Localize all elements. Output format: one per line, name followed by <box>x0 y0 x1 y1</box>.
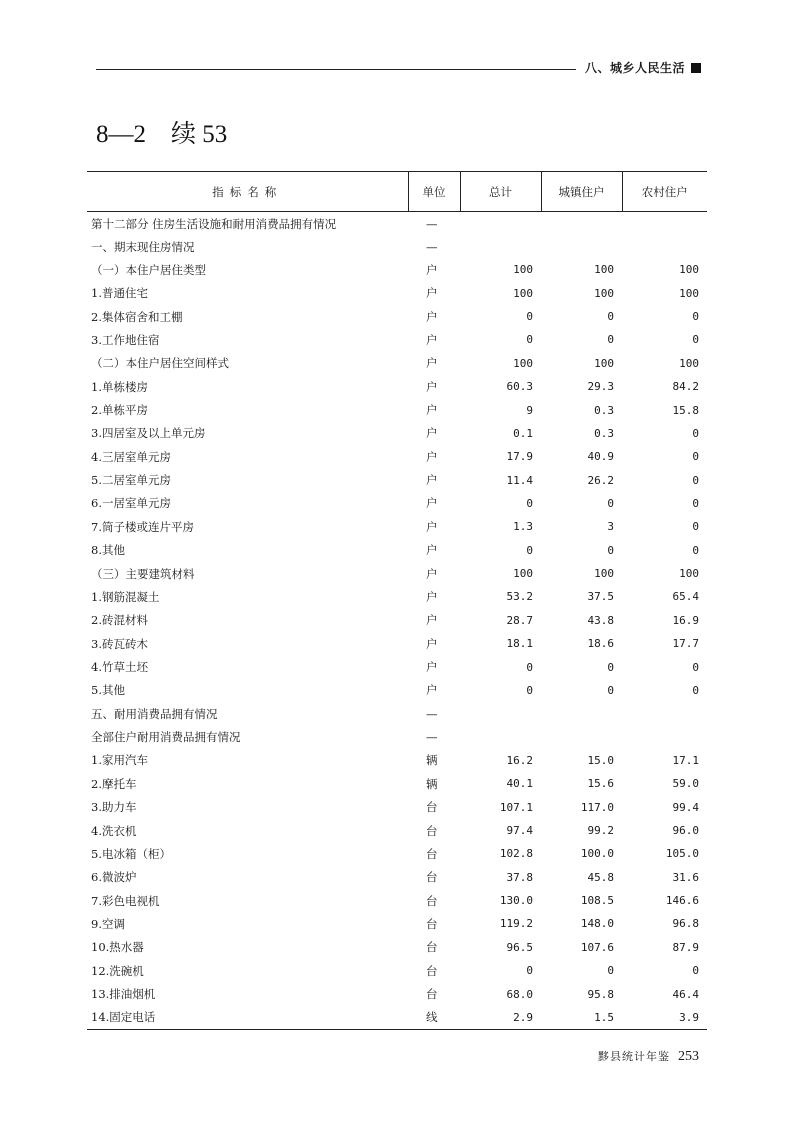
row-total <box>460 235 541 258</box>
table-body <box>87 212 707 1030</box>
row-urban: 117.0 <box>580 800 614 814</box>
row-total: 1.3 <box>513 520 533 534</box>
page-footer <box>598 1045 699 1065</box>
column-header-unit: 单位 <box>408 172 460 212</box>
row-name: （三）主要建筑材料 <box>91 566 195 581</box>
row-name: 7.彩色电视机 <box>91 893 160 908</box>
row-unit: 台 <box>426 893 438 908</box>
row-name: 7.筒子楼或连片平房 <box>91 519 194 534</box>
row-unit: 户 <box>426 543 438 558</box>
row-unit: 线 <box>408 1006 460 1029</box>
row-unit: 户 <box>426 309 438 324</box>
row-rural: 0 <box>692 496 699 510</box>
table-row <box>87 258 707 281</box>
table-row <box>87 468 707 491</box>
table-row <box>87 1006 707 1029</box>
row-urban: 0.3 <box>594 403 614 417</box>
row-unit: 台 <box>426 870 438 885</box>
row-name: 3.助力车 <box>91 800 137 815</box>
row-unit: 户 <box>426 496 438 511</box>
row-name: 5.二居室单元房 <box>91 473 171 488</box>
table-row <box>87 282 707 305</box>
row-urban: 100 <box>594 286 614 300</box>
row-name: 6.一居室单元房 <box>91 496 171 511</box>
table-row <box>87 912 707 935</box>
row-total: 53.2 <box>506 590 533 604</box>
row-unit: 户 <box>426 519 438 534</box>
table-row <box>87 959 707 982</box>
table-row <box>87 889 707 912</box>
row-rural: 87.9 <box>672 940 699 954</box>
row-urban: 95.8 <box>587 987 614 1001</box>
header-row <box>87 172 707 212</box>
row-total: 0 <box>526 310 533 324</box>
row-urban: 3 <box>607 520 614 534</box>
row-rural: 105.0 <box>665 847 699 861</box>
row-name: 3.四居室及以上单元房 <box>91 426 206 441</box>
row-total: 16.2 <box>506 753 533 767</box>
table-row <box>87 772 707 795</box>
row-rural: 3.9 <box>622 1006 707 1029</box>
row-rural: 31.6 <box>672 870 699 884</box>
table-row <box>87 842 707 865</box>
table-header <box>87 172 707 212</box>
row-unit: 台 <box>426 823 438 838</box>
row-urban: 37.5 <box>587 590 614 604</box>
row-total: 0 <box>526 964 533 978</box>
table-row <box>87 749 707 772</box>
row-urban: 26.2 <box>587 473 614 487</box>
row-rural: 59.0 <box>672 777 699 791</box>
statistics-table <box>87 171 707 1030</box>
row-total: 0 <box>526 543 533 557</box>
row-rural: 0 <box>692 310 699 324</box>
row-unit: — <box>426 217 438 232</box>
row-urban: 0 <box>607 543 614 557</box>
row-name: 1.钢筋混凝土 <box>91 589 160 604</box>
row-urban: 1.5 <box>541 1006 622 1029</box>
row-unit: 户 <box>426 660 438 674</box>
row-urban: 43.8 <box>587 613 614 627</box>
row-name: 14.固定电话 <box>87 1006 408 1029</box>
row-rural: 15.8 <box>672 403 699 417</box>
row-name: （一）本住户居住类型 <box>91 262 206 277</box>
row-unit: 户 <box>426 379 438 394</box>
row-total: 28.7 <box>506 613 533 627</box>
row-name: 10.热水器 <box>91 940 144 955</box>
row-rural <box>622 235 707 258</box>
table-row <box>87 352 707 375</box>
row-urban: 0.3 <box>594 426 614 440</box>
row-rural: 65.4 <box>672 590 699 604</box>
row-unit: 台 <box>426 963 438 978</box>
row-urban: 15.0 <box>587 753 614 767</box>
table-row <box>87 982 707 1005</box>
table-row <box>87 609 707 632</box>
row-name: 1.单栋楼房 <box>91 379 148 394</box>
row-rural: 0 <box>692 450 699 464</box>
table-row <box>87 235 707 258</box>
table-row <box>87 212 707 235</box>
table-row <box>87 515 707 538</box>
section-marker-icon <box>691 63 701 73</box>
row-unit: 台 <box>426 916 438 931</box>
row-rural: 96.8 <box>672 917 699 931</box>
table-row <box>87 492 707 515</box>
row-name: 一、期末现住房情况 <box>91 239 195 254</box>
table-row <box>87 398 707 421</box>
row-name: 13.排油烟机 <box>91 987 156 1002</box>
row-total: 100 <box>513 567 533 581</box>
row-name: 12.洗碗机 <box>91 963 144 978</box>
row-unit: 户 <box>426 356 438 371</box>
row-urban: 100.0 <box>580 847 614 861</box>
row-unit: 户 <box>426 286 438 301</box>
row-total <box>460 725 541 748</box>
row-unit: 台 <box>426 940 438 955</box>
row-total: 60.3 <box>506 380 533 394</box>
row-total: 130.0 <box>499 894 533 908</box>
table-row <box>87 539 707 562</box>
row-name: 2.砖混材料 <box>91 613 148 628</box>
header-rule <box>96 69 576 70</box>
table-row <box>87 585 707 608</box>
row-rural: 0 <box>692 426 699 440</box>
row-name: 1.普通住宅 <box>91 286 148 301</box>
row-total: 17.9 <box>506 450 533 464</box>
column-header-name: 指标名称 <box>87 172 408 212</box>
row-unit: — <box>426 730 438 745</box>
row-name: 五、耐用消费品拥有情况 <box>91 706 218 721</box>
row-name: 第十二部分 住房生活设施和耐用消费品拥有情况 <box>91 217 337 232</box>
row-total: 96.5 <box>506 940 533 954</box>
row-rural <box>622 212 707 235</box>
row-total: 119.2 <box>499 917 533 931</box>
row-name: 3.砖瓦砖木 <box>91 636 148 651</box>
row-rural: 0 <box>692 520 699 534</box>
row-urban: 0 <box>607 683 614 697</box>
row-urban: 100 <box>594 567 614 581</box>
row-rural: 0 <box>692 333 699 347</box>
row-unit: 户 <box>426 636 438 651</box>
row-total: 40.1 <box>506 777 533 791</box>
table-row <box>87 305 707 328</box>
row-urban: 0 <box>607 333 614 347</box>
section-header <box>585 59 701 76</box>
column-header-urban: 城镇住户 <box>541 172 622 212</box>
row-name: 1.家用汽车 <box>91 753 148 768</box>
row-rural: 96.0 <box>672 824 699 838</box>
table-row <box>87 375 707 398</box>
table-row <box>87 866 707 889</box>
table-row <box>87 936 707 959</box>
row-total: 0.1 <box>513 426 533 440</box>
row-name: 2.集体宿舍和工棚 <box>91 309 183 324</box>
row-total: 0 <box>526 333 533 347</box>
row-unit: 户 <box>426 566 438 581</box>
row-urban: 0 <box>607 660 614 674</box>
row-unit: — <box>426 239 438 254</box>
row-total <box>460 212 541 235</box>
row-name: 5.电冰箱（柜） <box>91 846 171 861</box>
table-row <box>87 655 707 678</box>
row-name: 9.空调 <box>91 916 125 931</box>
row-name: 8.其他 <box>91 543 125 558</box>
table-row <box>87 795 707 818</box>
table-row <box>87 632 707 655</box>
row-unit: 辆 <box>426 753 438 768</box>
row-rural: 0 <box>692 660 699 674</box>
row-total: 100 <box>513 263 533 277</box>
row-total: 0 <box>526 660 533 674</box>
row-name: 4.竹草土坯 <box>91 660 148 674</box>
row-total: 0 <box>526 496 533 510</box>
table-title: 8—2 续 53 <box>96 121 228 148</box>
row-name: 全部住户耐用消费品拥有情况 <box>91 730 241 745</box>
footer-book-title: 黟县统计年鉴 <box>598 1050 670 1063</box>
table-row <box>87 679 707 702</box>
row-rural: 0 <box>692 683 699 697</box>
row-total: 37.8 <box>506 870 533 884</box>
row-rural <box>622 702 707 725</box>
row-total: 2.9 <box>460 1006 541 1029</box>
table-row <box>87 702 707 725</box>
table-row <box>87 725 707 748</box>
row-urban: 99.2 <box>587 824 614 838</box>
table-row <box>87 328 707 351</box>
row-name: 5.其他 <box>91 683 125 698</box>
row-urban <box>541 212 622 235</box>
row-name: 2.摩托车 <box>91 776 137 791</box>
row-urban: 15.6 <box>587 777 614 791</box>
row-urban: 148.0 <box>580 917 614 931</box>
row-total <box>460 702 541 725</box>
row-rural: 146.6 <box>665 894 699 908</box>
row-total: 107.1 <box>499 800 533 814</box>
row-total: 11.4 <box>506 473 533 487</box>
row-urban <box>541 235 622 258</box>
row-urban: 29.3 <box>587 380 614 394</box>
column-header-total: 总计 <box>460 172 541 212</box>
row-urban: 107.6 <box>580 940 614 954</box>
row-total: 68.0 <box>506 987 533 1001</box>
row-rural <box>622 725 707 748</box>
row-unit: 户 <box>426 262 438 277</box>
row-urban: 100 <box>594 263 614 277</box>
row-rural: 17.1 <box>672 753 699 767</box>
row-name: （二）本住户居住空间样式 <box>91 356 229 371</box>
row-urban: 45.8 <box>587 870 614 884</box>
row-name: 4.洗衣机 <box>91 823 137 838</box>
row-rural: 16.9 <box>672 613 699 627</box>
row-total: 97.4 <box>506 824 533 838</box>
row-unit: 户 <box>426 449 438 464</box>
row-rural: 17.7 <box>672 637 699 651</box>
row-unit: 台 <box>426 846 438 861</box>
row-unit: 户 <box>426 473 438 488</box>
row-unit: 户 <box>426 332 438 347</box>
row-total: 100 <box>513 356 533 370</box>
table-row <box>87 819 707 842</box>
row-unit: 户 <box>426 613 438 628</box>
table-row <box>87 562 707 585</box>
row-name: 2.单栋平房 <box>91 403 148 418</box>
row-total: 100 <box>513 286 533 300</box>
row-urban: 0 <box>607 964 614 978</box>
row-rural: 100 <box>679 356 699 370</box>
page-number: 253 <box>678 1049 699 1064</box>
row-urban: 40.9 <box>587 450 614 464</box>
row-rural: 0 <box>692 473 699 487</box>
row-urban <box>541 725 622 748</box>
section-title: 八、城乡人民生活 <box>585 61 686 75</box>
row-unit: 户 <box>426 426 438 441</box>
row-total: 0 <box>526 683 533 697</box>
row-rural: 99.4 <box>672 800 699 814</box>
row-unit: 辆 <box>426 776 438 791</box>
row-rural: 100 <box>679 567 699 581</box>
row-unit: 户 <box>426 589 438 604</box>
row-urban: 18.6 <box>587 637 614 651</box>
table-row <box>87 445 707 468</box>
row-unit: 户 <box>426 683 438 698</box>
row-name: 6.微波炉 <box>91 870 137 885</box>
row-name: 3.工作地住宿 <box>91 332 160 347</box>
row-unit: 户 <box>426 403 438 418</box>
row-urban <box>541 702 622 725</box>
row-total: 102.8 <box>499 847 533 861</box>
table-row <box>87 422 707 445</box>
row-name: 4.三居室单元房 <box>91 449 171 464</box>
row-rural: 0 <box>692 543 699 557</box>
row-unit: — <box>426 706 438 721</box>
row-rural: 100 <box>679 286 699 300</box>
row-total: 9 <box>526 403 533 417</box>
row-total: 18.1 <box>506 637 533 651</box>
row-rural: 46.4 <box>672 987 699 1001</box>
row-unit: 台 <box>426 800 438 815</box>
row-rural: 100 <box>679 263 699 277</box>
row-urban: 100 <box>594 356 614 370</box>
row-rural: 84.2 <box>672 380 699 394</box>
row-urban: 0 <box>607 496 614 510</box>
row-urban: 108.5 <box>580 894 614 908</box>
row-urban: 0 <box>607 310 614 324</box>
row-rural: 0 <box>692 964 699 978</box>
column-header-rural: 农村住户 <box>622 172 707 212</box>
row-unit: 台 <box>426 987 438 1002</box>
